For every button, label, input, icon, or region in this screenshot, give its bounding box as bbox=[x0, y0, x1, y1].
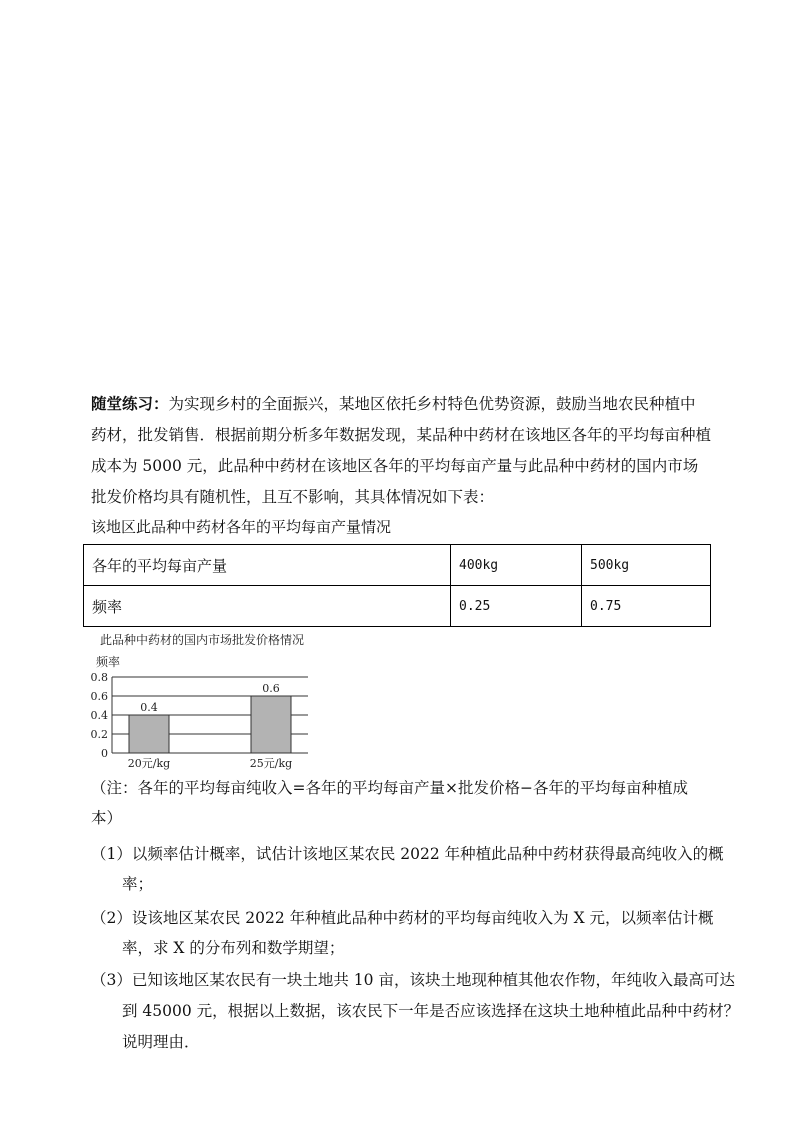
x-tick-label: 25元/kg bbox=[249, 757, 293, 770]
x-tick-label: 20元/kg bbox=[127, 757, 171, 770]
bar bbox=[251, 696, 291, 753]
price-bar-chart bbox=[88, 630, 338, 772]
yield-table bbox=[83, 544, 711, 627]
y-tick-label: 0.4 bbox=[90, 709, 108, 722]
table-caption: 该地区此品种中药材各年的平均每亩产量情况 bbox=[91, 518, 392, 536]
bar bbox=[129, 715, 169, 753]
y-tick-label: 0.2 bbox=[90, 728, 108, 741]
intro-paragraph bbox=[91, 388, 711, 513]
question-1: （1）以频率估计概率，试估计该地区某农民 2022 年种植此品种中药材获得最高纯收入的概率； bbox=[91, 845, 724, 893]
table-row bbox=[84, 586, 711, 627]
chart-title: 此品种中药材的国内市场批发价格情况 bbox=[100, 633, 305, 647]
cell-freq-400: 0.25 bbox=[451, 586, 582, 627]
data-label: 0.6 bbox=[262, 682, 280, 695]
y-tick-label: 0.8 bbox=[90, 671, 108, 684]
cell-400kg: 400kg bbox=[451, 545, 582, 586]
data-label: 0.4 bbox=[140, 701, 158, 714]
row-label: 频率 bbox=[84, 586, 451, 627]
question-3: （3）已知该地区某农民有一块土地共 10 亩，该块土地现种植其他农作物，年纯收入最高可达到 45000 元，根据以上数据，该农民下一年是否应该选择在这块土地种植此品种中药材？说明理由． bbox=[91, 971, 740, 1051]
intro-text: 为实现乡村的全面振兴，某地区依托乡村特色优势资源，鼓励当地农民种植中药材，批发销售．根据前期分析多年数据发现，某品种中药材在该地区各年的平均每亩种植成本为 5000 元，此品种中药材在该地区各年的平均每亩产量与此品种中药材的国内市场批发价格均具有随机性，且互不影响，其具体情况如下表： bbox=[91, 395, 712, 506]
row-label: 各年的平均每亩产量 bbox=[84, 545, 451, 586]
cell-freq-500: 0.75 bbox=[582, 586, 711, 627]
table-row bbox=[84, 545, 711, 586]
y-tick-label: 0 bbox=[101, 747, 108, 760]
cell-500kg: 500kg bbox=[582, 545, 711, 586]
note-paragraph: （注：各年的平均每亩纯收入=各年的平均每亩产量×批发价格−各年的平均每亩种植成本） bbox=[91, 779, 688, 827]
y-tick-label: 0.6 bbox=[90, 690, 108, 703]
y-axis-label: 频率 bbox=[96, 655, 121, 669]
question-2: （2）设该地区某农民 2022 年种植此品种中药材的平均每亩纯收入为 X 元，以频率估计概率，求 X 的分布列和数学期望； bbox=[91, 909, 714, 957]
intro-lead: 随堂练习： bbox=[91, 394, 169, 413]
